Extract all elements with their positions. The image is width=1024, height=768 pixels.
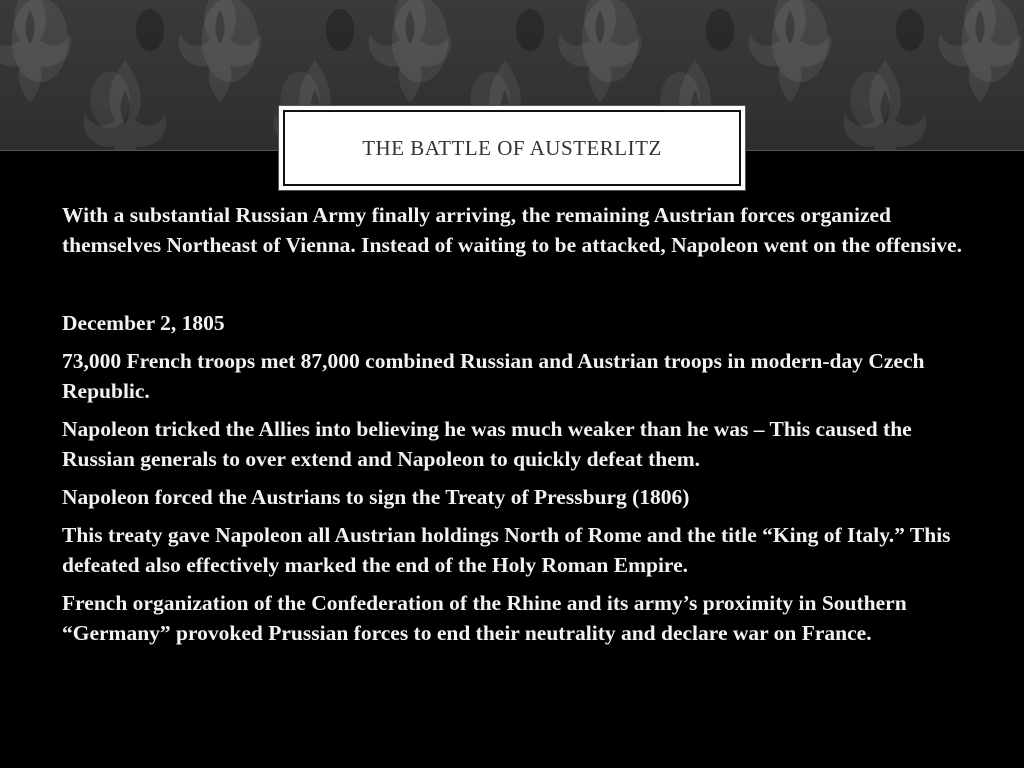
point-treaty: Napoleon forced the Austrians to sign the Treaty of Pressburg (1806)	[62, 485, 690, 509]
point-troops: 73,000 French troops met 87,000 combined Russian and Austrian troops in modern-day Czech Republic.	[62, 349, 925, 403]
point-holdings: This treaty gave Napoleon all Austrian holdings North of Rome and the title “King of Italy.” This defeated also effectively marked the end of the Holy Roman Empire.	[62, 523, 951, 577]
slide-title: THE BATTLE OF AUSTERLITZ	[362, 135, 662, 160]
point-prussia: French organization of the Confederation of the Rhine and its army’s proximity in Southern “Germany” provoked Prussian forces to end their neutrality and declare war on France.	[62, 591, 907, 645]
intro-paragraph: With a substantial Russian Army finally arriving, the remaining Austrian forces organized themselves Northeast of Vienna. Instead of waiting to be attacked, Napoleon went on the offensive.	[62, 203, 962, 257]
point-date: December 2, 1805	[62, 311, 225, 335]
point-trick: Napoleon tricked the Allies into believing he was much weaker than he was – This caused the Russian generals to over extend and Napoleon to quickly defeat them.	[62, 417, 912, 471]
slide-body	[62, 200, 962, 656]
title-box	[278, 105, 746, 191]
